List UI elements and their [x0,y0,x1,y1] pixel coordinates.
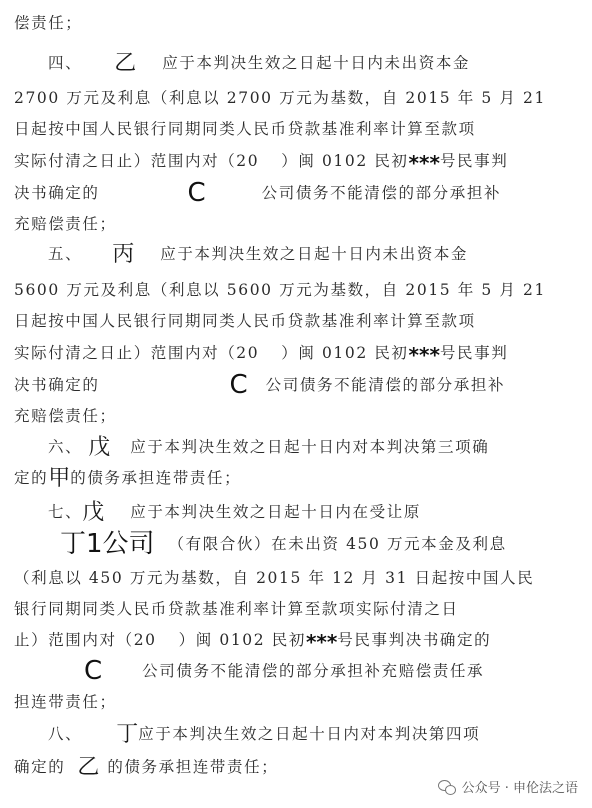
text-line: C 公司债务不能清偿的部分承担补充赔偿责任承 [84,656,485,686]
party-name: 丁1公司 [60,529,155,559]
text-line: 六、 戊 应于本判决生效之日起十日内对本判决第三项确 [48,435,490,460]
text-line: 5600 万元及利息（利息以 5600 万元为基数，自 2015 年 5 月 21 [14,281,546,299]
party-name: 戊 [88,435,111,460]
text-line: 实际付清之日止）范围内对（20 ）闽 0102 民初***号民事判 [14,343,509,367]
text-line: 充赔偿责任； [14,407,117,425]
watermark-text: 公众号 · 申伦法之语 [461,781,578,796]
text-line: 四、 乙 应于本判决生效之日起十日内未出资本金 [48,51,471,76]
party-name: 戊 [82,500,105,525]
text-line: 担连带责任； [14,693,117,711]
party-name: 乙 [114,51,137,76]
text-line: 丁1公司 （有限合伙）在未出资 450 万元本金及利息 [60,529,507,559]
text-line: 银行同期同类人民币贷款基准利率计算至款项实际付清之日 [14,600,459,618]
party-name: 乙 [77,755,100,780]
text-line: 五、 丙 应于本判决生效之日起十日内未出资本金 [48,242,469,267]
redacted-number: *** [408,343,440,367]
party-name: 甲 [48,466,71,491]
redacted-number: *** [408,151,440,175]
text-line: 充赔偿责任； [14,215,117,233]
watermark [438,777,578,796]
party-name: C [229,370,248,400]
text-line: 决书确定的 C 公司债务不能清偿的部分承担补 [14,370,506,400]
party-name: 丁 [116,722,139,747]
redacted-number: *** [305,630,338,654]
text-line: 日起按中国人民银行同期同类人民币贷款基准利率计算至款项 [14,312,476,330]
text-line: （利息以 450 万元为基数，自 2015 年 12 月 31 日起按中国人民 [14,569,535,587]
text-line: 日起按中国人民银行同期同类人民币贷款基准利率计算至款项 [14,120,476,138]
text-line: 确定的 乙 的债务承担连带责任； [14,755,279,780]
text-line: 2700 万元及利息（利息以 2700 万元为基数，自 2015 年 5 月 21 [14,89,546,107]
text-line: 八、 丁应于本判决生效之日起十日内对本判决第四项 [48,722,481,747]
wechat-icon [438,780,456,794]
text-line: 实际付清之日止）范围内对（20 ）闽 0102 民初***号民事判 [14,151,509,175]
party-name: C [84,656,103,686]
party-name: C [187,178,206,208]
text-line: 决书确定的 C 公司债务不能清偿的部分承担补 [14,178,502,208]
text-line: 七、戊 应于本判决生效之日起十日内在受让原 [48,500,421,525]
text-line: 偿责任； [14,14,83,32]
party-name: 丙 [112,242,135,267]
text-line: 定的甲的债务承担连带责任； [14,466,242,491]
text-line: 止）范围内对（20 ）闽 0102 民初***号民事判决书确定的 [14,630,492,654]
